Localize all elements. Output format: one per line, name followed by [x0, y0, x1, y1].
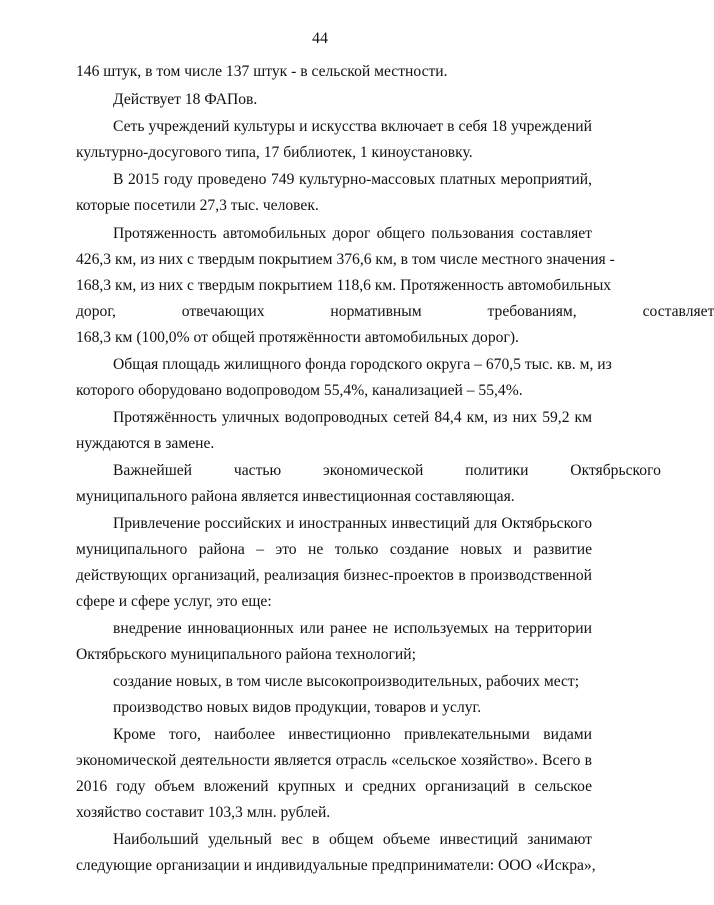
text-line: 168,3 км (100,0% от общей протяжённости автомобильных дорог). [76, 329, 519, 346]
text-line: Важнейшей частью экономической политики Октябрьского [113, 462, 661, 479]
text-line: Общая площадь жилищного фонда городского округа – 670,5 тыс. кв. м, из [113, 356, 612, 373]
text-line: Сеть учреждений культуры и искусства включает в себя 18 учреждений [113, 118, 592, 135]
text-line: экономической деятельности является отрасль «сельское хозяйство». Всего в [76, 752, 592, 769]
text-line: следующие организации и индивидуальные предприниматели: ООО «Искра», [76, 857, 596, 874]
text-line: Октябрьского муниципального района технологий; [76, 646, 416, 663]
text-line: которого оборудовано водопроводом 55,4%, канализацией – 55,4%. [76, 382, 523, 399]
text-line: Наибольший удельный вес в общем объеме инвестиций занимают [113, 831, 592, 848]
text-line: 426,3 км, из них с твердым покрытием 376,6 км, в том числе местного значения - [76, 251, 615, 268]
text-line: Протяжённость уличных водопроводных сетей 84,4 км, из них 59,2 км [113, 409, 592, 426]
text-line: хозяйство составит 103,3 млн. рублей. [76, 804, 331, 821]
text-line: муниципального района – это не только создание новых и развитие [76, 541, 592, 558]
text-line: муниципального района является инвестиционная составляющая. [76, 488, 515, 505]
text-line: сфере и сфере услуг, это еще: [76, 593, 272, 610]
text-line: производство новых видов продукции, товаров и услуг. [113, 699, 482, 716]
text-line: действующих организаций, реализация бизнес-проектов в производственной [76, 567, 592, 584]
text-line: которые посетили 27,3 тыс. человек. [76, 197, 319, 214]
text-line: культурно-досугового типа, 17 библиотек, 1 киноустановку. [76, 144, 473, 161]
text-line: 168,3 км, из них с твердым покрытием 118,6 км. Протяженность автомобильных [76, 277, 612, 294]
text-line: 2016 году объем вложений крупных и средних организаций в сельское [76, 778, 592, 795]
page-number: 44 [312, 30, 328, 47]
text-line: нуждаются в замене. [76, 435, 215, 452]
text-line: Кроме того, наиболее инвестиционно привлекательными видами [113, 726, 592, 743]
text-line: внедрение инновационных или ранее не используемых на территории [113, 620, 592, 637]
text-line: создание новых, в том числе высокопроизводительных, рабочих мест; [113, 673, 580, 690]
text-line: Протяженность автомобильных дорог общего пользования составляет [113, 225, 592, 242]
text-line: дорог, отвечающих нормативным требованиям, составляет [76, 303, 714, 320]
text-line: Привлечение российских и иностранных инвестиций для Октябрьского [113, 515, 592, 532]
text-line: Действует 18 ФАПов. [113, 91, 258, 108]
text-line: 146 штук, в том числе 137 штук - в сельской местности. [76, 63, 448, 80]
text-line: В 2015 году проведено 749 культурно-массовых платных мероприятий, [113, 171, 592, 188]
